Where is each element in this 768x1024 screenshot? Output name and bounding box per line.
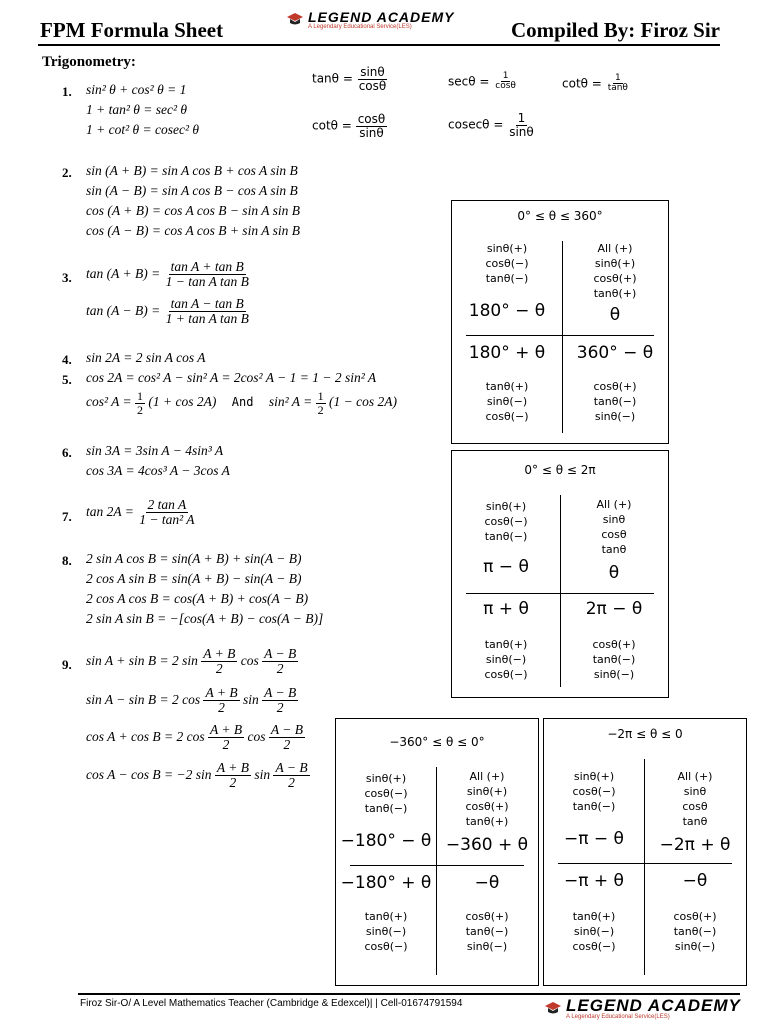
formula-2b: sin (A − B) = sin A cos B − cos A sin B [86,183,298,198]
quadrant-3-angle: 180° + θ [468,343,546,363]
formula-5b: cos² A = $\frac{1}{2}$ (1 + cos 2A) And sin² A = $\frac{1}{2}$ (1 − cos 2A) [86,389,397,417]
quadrant-box [335,718,539,986]
quadrant-1-signs: All (+) sinθ cosθ tanθ [677,770,713,828]
quadrant-axis-horizontal [466,593,654,594]
quadrant-2-signs: sinθ(+) cosθ(−) tanθ(−) [484,500,528,543]
quadrant-4-signs: cosθ(+) tanθ(−) sinθ(−) [592,638,636,681]
footer-text: Firoz Sir-O/ A Level Mathematics Teacher (Cambridge & Edexcel)| | Cell-01674791594 [80,998,463,1009]
quadrant-box [543,718,747,986]
quadrant-box [451,200,669,444]
quadrant-range: 0° ≤ θ ≤ 360° [517,209,603,223]
item-number: 7. [62,509,72,524]
formula-8a: 2 sin A cos B = sin(A + B) + sin(A − B) [86,551,302,566]
formula-3a: tan (A + B) = $\frac{\text{tan A + tan B}}{\text{1 − tan A tan B}}$ [86,259,249,290]
formula-2c: cos (A + B) = cos A cos B − sin A sin B [86,203,300,218]
header-logo [286,10,455,30]
footer-divider [78,993,740,995]
quadrant-3-signs: tanθ(+) sinθ(−) cosθ(−) [485,380,529,423]
item-number: 3. [62,270,72,285]
formula-3b: tan (A − B) = $\frac{\text{tan A − tan B}}{\text{1 + tan A tan B}}$ [86,296,249,327]
quadrant-1-signs: All (+) sinθ(+) cosθ(+) tanθ(+) [465,770,509,828]
header-logo-tagline: A Legendary Educational Service(LES) [308,24,412,30]
item-number: 9. [62,657,72,672]
item-number: 6. [62,445,72,460]
quadrant-range: −2π ≤ θ ≤ 0 [607,727,683,741]
quadrant-2-angle: 180° − θ [468,301,546,321]
quadrant-box [451,450,669,698]
quadrant-1-angle: θ [608,563,620,583]
quadrant-2-signs: sinθ(+) cosθ(−) tanθ(−) [364,772,408,815]
formula-8d: 2 sin A sin B = −[cos(A + B) − cos(A − B)] [86,611,324,626]
academy-cap-icon [286,12,304,28]
formula-5a: cos 2A = cos² A − sin² A = 2cos² A − 1 = 1 − 2 sin² A [86,370,377,385]
item-number: 8. [62,553,72,568]
formula-1a: sin² θ + cos² θ = 1 [86,82,187,97]
footer-logo-tagline: A Legendary Educational Service(LES) [566,1014,670,1020]
header-divider [38,44,720,46]
identity-cot-reciprocal: cotθ = $\frac{1}{\tan\theta}$ [562,73,628,94]
identity-sec: secθ = $\frac{1}{\cos\theta}$ [448,71,516,92]
quadrant-4-angle: 360° − θ [576,343,654,363]
quadrant-4-signs: cosθ(+) tanθ(−) sinθ(−) [673,910,717,953]
footer-logo [544,997,741,1020]
quadrant-3-signs: tanθ(+) sinθ(−) cosθ(−) [484,638,528,681]
academy-cap-icon [544,1001,562,1017]
identity-cot: cotθ = $\frac{\cos\theta}{\sin\theta}$ [312,112,386,140]
quadrant-4-signs: cosθ(+) tanθ(−) sinθ(−) [465,910,509,953]
quadrant-3-angle: π + θ [483,599,529,619]
formula-1c: 1 + cot² θ = cosec² θ [86,122,200,137]
formula-9a: sin A + sin B = 2 sin $\frac{A + B}{2}$ cos $\frac{A - B}{2}$ [86,646,297,677]
quadrant-4-angle: −θ [474,873,500,893]
formula-6a: sin 3A = 3sin A − 4sin³ A [86,443,224,458]
quadrant-range: −360° ≤ θ ≤ 0° [389,735,485,749]
formula-9d: cos A − cos B = −2 sin $\frac{A + B}{2}$ sin $\frac{A - B}{2}$ [86,760,308,791]
compiled-by: Compiled By: Firoz Sir [510,18,720,42]
quadrant-3-signs: tanθ(+) sinθ(−) cosθ(−) [572,910,616,953]
formula-9c: cos A + cos B = 2 cos $\frac{A + B}{2}$ cos $\frac{A - B}{2}$ [86,722,303,753]
quadrant-2-signs: sinθ(+) cosθ(−) tanθ(−) [572,770,616,813]
identity-cosec: cosecθ = $\frac{1}{\sin\theta}$ [448,111,534,139]
quadrant-2-angle: −180° − θ [340,831,432,851]
footer-logo-text: LEGEND ACADEMY [566,996,741,1015]
quadrant-axis-horizontal [350,865,524,866]
item-number: 2. [62,165,72,180]
item-number: 5. [62,372,72,387]
formula-2a: sin (A + B) = sin A cos B + cos A sin B [86,163,298,178]
formula-9b: sin A − sin B = 2 cos $\frac{A + B}{2}$ sin $\frac{A - B}{2}$ [86,685,297,716]
section-title: Trigonometry: [42,54,136,70]
quadrant-axis-horizontal [558,863,732,864]
item-number: 4. [62,352,72,367]
quadrant-4-angle: −θ [682,871,708,891]
formula-8c: 2 cos A cos B = cos(A + B) + cos(A − B) [86,591,309,606]
quadrant-1-angle: −360 + θ [445,835,529,855]
quadrant-1-angle: −2π + θ [659,835,731,855]
quadrant-4-signs: cosθ(+) tanθ(−) sinθ(−) [593,380,637,423]
quadrant-axis-horizontal [466,335,654,336]
quadrant-2-angle: π − θ [483,557,529,577]
identity-tan: tanθ = $\frac{\sin\theta}{\cos\theta}$ [312,65,387,93]
quadrant-range: 0° ≤ θ ≤ 2π [524,463,596,477]
quadrant-2-angle: −π − θ [564,829,624,849]
quadrant-1-signs: All (+) sinθ(+) cosθ(+) tanθ(+) [593,242,637,300]
quadrant-2-signs: sinθ(+) cosθ(−) tanθ(−) [485,242,529,285]
item-number: 1. [62,84,72,99]
quadrant-1-signs: All (+) sinθ cosθ tanθ [596,498,632,556]
quadrant-3-signs: tanθ(+) sinθ(−) cosθ(−) [364,910,408,953]
quadrant-1-angle: θ [609,305,621,325]
formula-2d: cos (A − B) = cos A cos B + sin A sin B [86,223,300,238]
formula-7: tan 2A = $\frac{\text{2 tan A}}{\text{1 − tan² A}}$ [86,497,195,528]
formula-1b: 1 + tan² θ = sec² θ [86,102,188,117]
header-logo-text: LEGEND ACADEMY [308,9,455,25]
quadrant-3-angle: −180° + θ [340,873,432,893]
quadrant-3-angle: −π + θ [564,871,624,891]
formula-6b: cos 3A = 4cos³ A − 3cos A [86,463,230,478]
formula-4: sin 2A = 2 sin A cos A [86,350,206,365]
page-title: FPM Formula Sheet [40,18,224,42]
quadrant-4-angle: 2π − θ [585,599,643,619]
formula-8b: 2 cos A sin B = sin(A + B) − sin(A − B) [86,571,302,586]
